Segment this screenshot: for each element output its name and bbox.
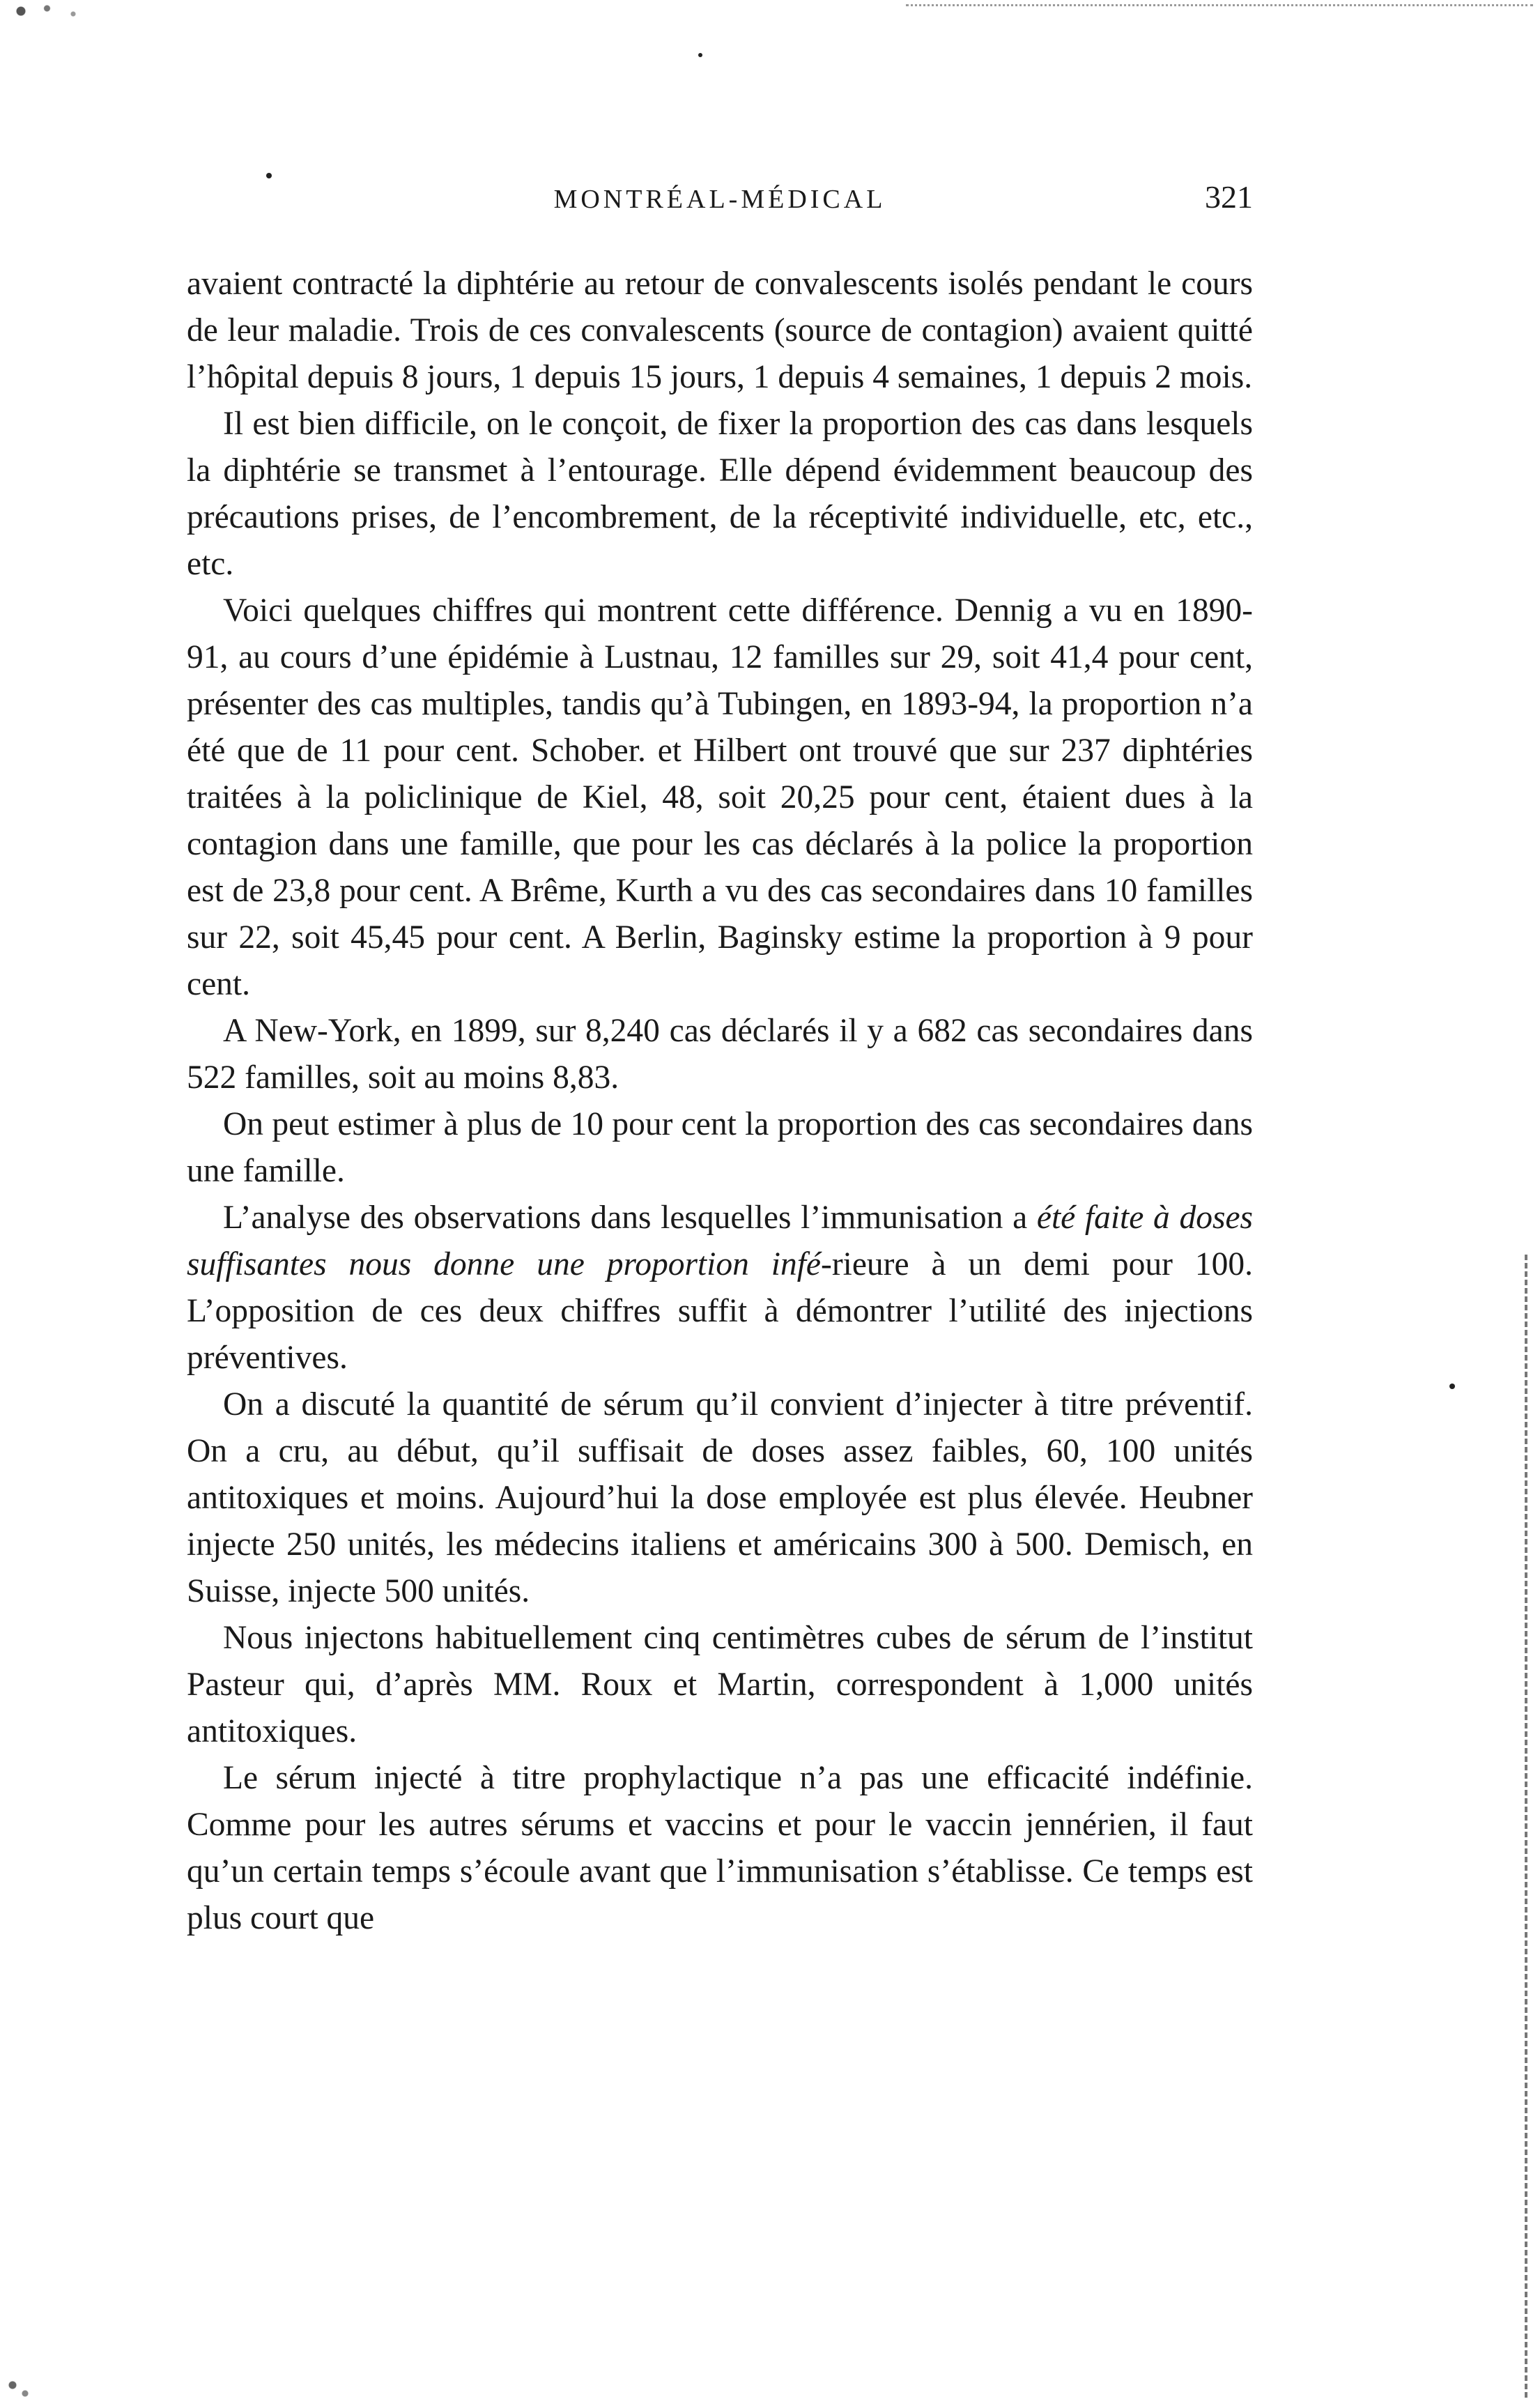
scan-artifact-bottom-left	[0, 2364, 42, 2406]
paragraph-text: L’analyse des observations dans lesquelles l’immunisation a	[223, 1200, 1037, 1236]
ink-speck	[1449, 1384, 1455, 1389]
scan-edge-top	[906, 4, 1533, 6]
paragraph: A New-York, en 1899, sur 8,240 cas déclarés il y a 682 cas secondaires dans 522 familles, soit au moins 8,83.	[187, 1013, 1253, 1096]
paragraph-text: rieure à un demi pour 100. L’opposition de ces deux chiffres suffit à démontrer l’utilité des injections préventives.	[187, 1246, 1253, 1376]
paragraph	[187, 1195, 1253, 1381]
scan-artifact-top-left	[0, 0, 105, 28]
ink-speck	[698, 53, 702, 57]
body-text	[187, 261, 1253, 1942]
page-number: 321	[1205, 179, 1253, 215]
page-header	[187, 178, 1253, 220]
paragraph: On peut estimer à plus de 10 pour cent la proportion des cas secondaires dans une famille.	[187, 1106, 1253, 1189]
scan-edge-right	[1525, 1255, 1527, 2398]
paragraph: Il est bien difficile, on le conçoit, de fixer la proportion des cas dans lesquels la diphtérie se transmet à l’entourage. Elle dépend évidemment beaucoup des précautions prises, de l’encombrement, de la réceptivité individuelle, etc, etc., etc.	[187, 406, 1253, 582]
italic-text: été faite à doses suffisantes nous donne une proportion infé-	[187, 1200, 1254, 1282]
paragraph: On a discuté la quantité de sérum qu’il convient d’injecter à titre préventif. On a cru, au début, qu’il suffisait de doses assez faibles, 60, 100 unités antitoxiques et moins. Aujourd’hui la dose employée est plus élevée. Heubner injecte 250 unités, les médecins italiens et américains 300 à 500. Demisch, en Suisse, injecte 500 unités.	[187, 1386, 1253, 1609]
paragraph: avaient contracté la diphtérie au retour de convalescents isolés pendant le cours de leur maladie. Trois de ces convalescents (source de contagion) avaient quitté l’hôpital depuis 8 jours, 1 depuis 15 jours, 1 depuis 4 semaines, 1 depuis 2 mois.	[187, 266, 1253, 395]
paragraph: Voici quelques chiffres qui montrent cette différence. Dennig a vu en 1890-91, au cours d’une épidémie à Lustnau, 12 familles sur 29, soit 41,4 pour cent, présenter des cas multiples, tandis qu’à Tubingen, en 1893-94, la proportion n’a été que de 11 pour cent. Schober. et Hilbert ont trouvé que sur 237 diphtéries traitées à la policlinique de Kiel, 48, soit 20,25 pour cent, étaient dues à la contagion dans une famille, que pour les cas déclarés à la police la proportion est de 23,8 pour cent. A Brême, Kurth a vu des cas secondaires dans 10 familles sur 22, soit 45,45 pour cent. A Berlin, Baginsky estime la proportion à 9 pour cent.	[187, 592, 1253, 1002]
running-title: MONTRÉAL-MÉDICAL	[553, 185, 886, 214]
ink-speck	[266, 173, 272, 178]
paragraph: Nous injectons habituellement cinq centimètres cubes de sérum de l’institut Pasteur qui, d’après MM. Roux et Martin, correspondent à 1,000 unités antitoxiques.	[187, 1620, 1253, 1749]
paragraph: Le sérum injecté à titre prophylactique n’a pas une efficacité indéfinie. Comme pour les autres sérums et vaccins et pour le vaccin jennérien, il faut qu’un certain temps s’écoule avant que l’immunisation s’établisse. Ce temps est plus court que	[187, 1760, 1253, 1936]
